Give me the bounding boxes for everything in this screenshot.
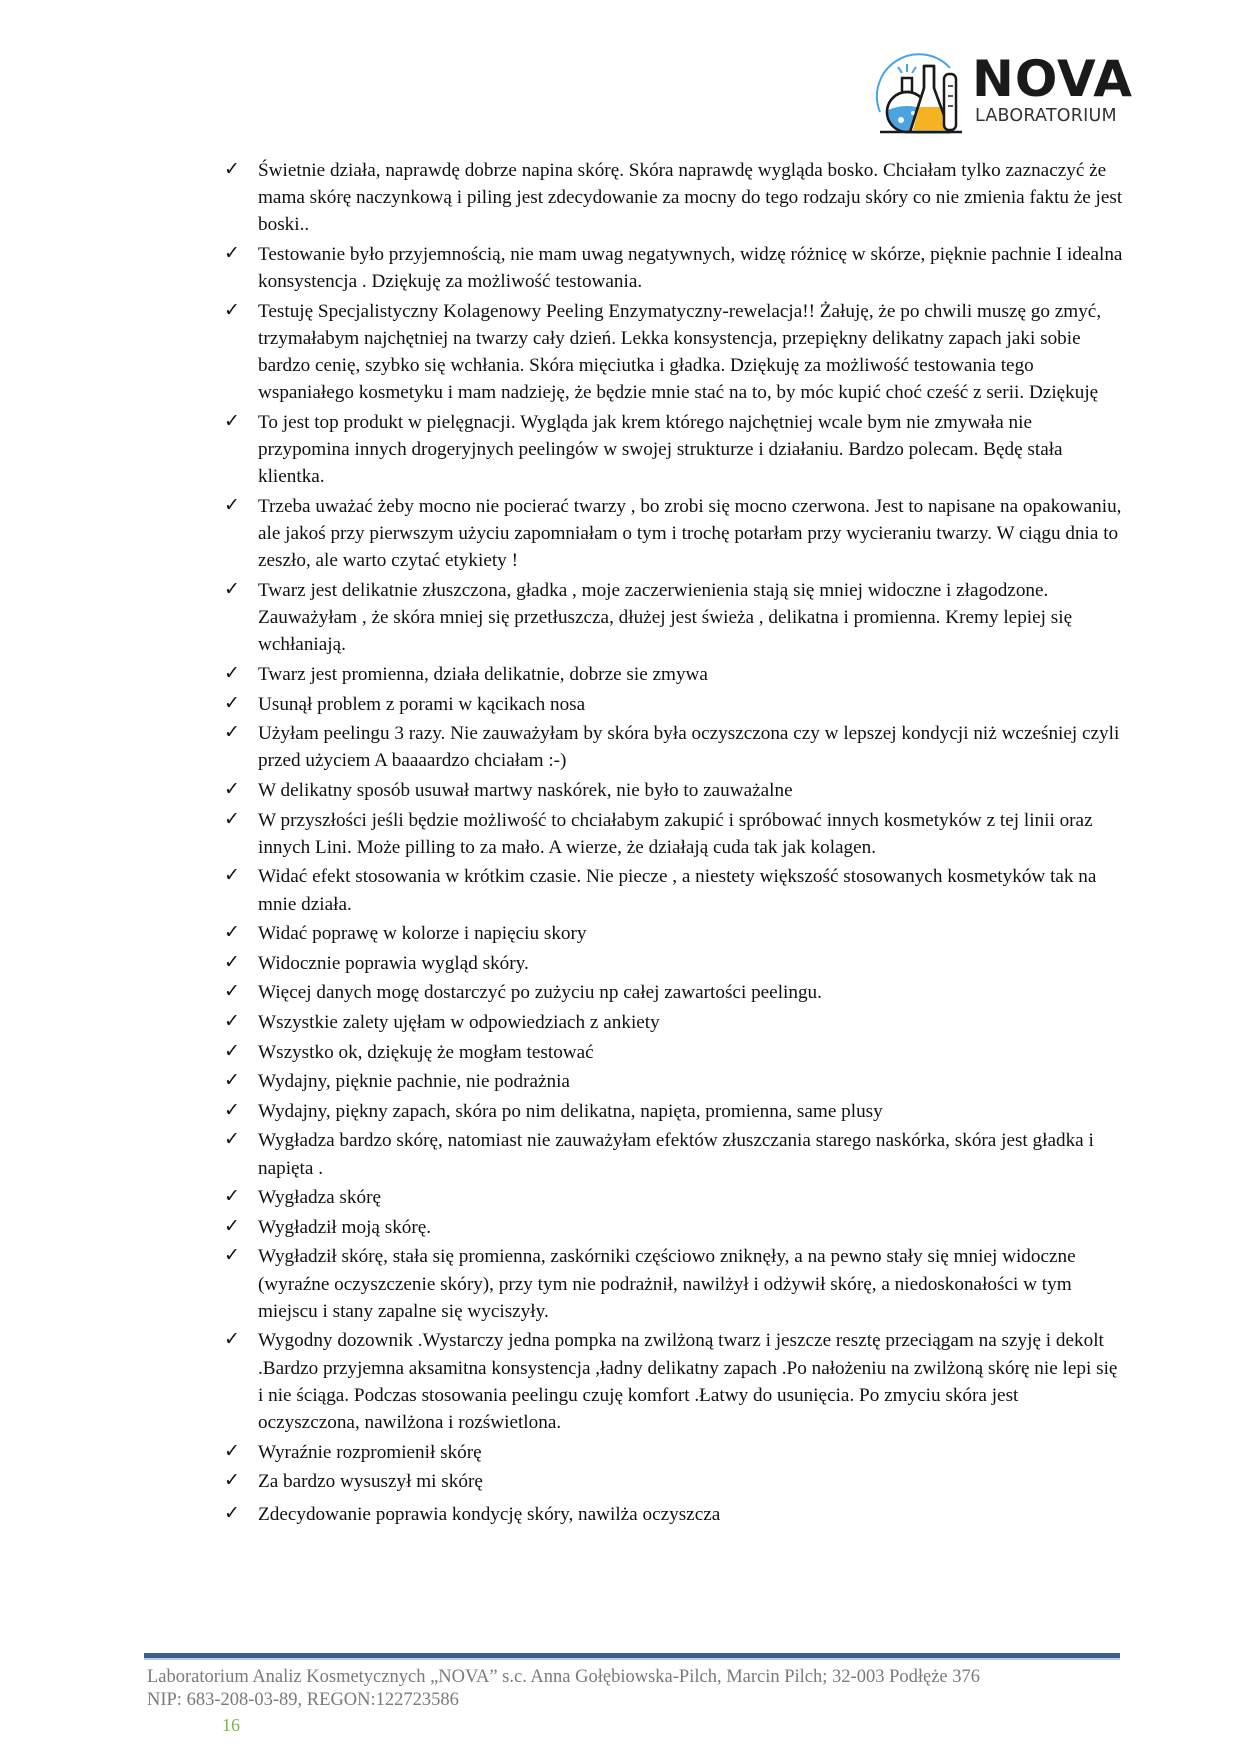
review-item bbox=[224, 157, 1124, 239]
checkmark-icon: ✓ bbox=[224, 298, 240, 321]
review-item bbox=[224, 1184, 1124, 1211]
review-text: Wygładził moją skórę. bbox=[258, 1216, 432, 1238]
checkmark-icon: ✓ bbox=[224, 807, 240, 830]
review-text: To jest top produkt w pielęgnacji. Wygląda jak krem którego najchętniej wcale bym nie zmywała nie przypomina innych drogeryjnych peelingów w swojej strukturze i działaniu. Bardzo polecam. Będę stała klientka. bbox=[258, 412, 1063, 488]
review-item bbox=[224, 691, 1124, 718]
review-item bbox=[224, 1068, 1124, 1095]
checkmark-icon: ✓ bbox=[224, 691, 240, 714]
review-item bbox=[224, 1009, 1124, 1036]
review-list-container bbox=[224, 157, 1124, 1531]
review-text: Wygładza bardzo skórę, natomiast nie zauważyłam efektów złuszczania starego naskórka, skóra jest gładka i napięta . bbox=[258, 1130, 1094, 1179]
checkmark-icon: ✓ bbox=[224, 1009, 240, 1032]
checkmark-icon: ✓ bbox=[224, 1069, 240, 1092]
review-item bbox=[224, 1098, 1124, 1125]
checkmark-icon: ✓ bbox=[224, 1185, 240, 1208]
checkmark-icon: ✓ bbox=[224, 1039, 240, 1062]
review-item bbox=[224, 777, 1124, 804]
checkmark-icon: ✓ bbox=[224, 494, 240, 516]
review-text: Wydajny, piękny zapach, skóra po nim delikatna, napięta, promienna, same plusy bbox=[258, 1100, 883, 1122]
checkmark-icon: ✓ bbox=[224, 578, 240, 600]
review-text: Twarz jest delikatnie złuszczona, gładka , moje zaczerwienienia stają się mniej widoczne i złagodzone. Zauważyłam , że skóra mniej się przetłuszcza, dłużej jest świeża , delikatna i promienna. Kremy lepiej się wchłaniają. bbox=[258, 580, 1073, 656]
review-item bbox=[224, 1039, 1124, 1066]
review-item bbox=[224, 1214, 1124, 1241]
review-text: Trzeba uważać żeby mocno nie pocierać twarzy , bo zrobi się mocno czerwona. Jest to napisane na opakowaniu, ale jakoś przy pierwszym użyciu zapomniałam o tym i trochę potarłam przy wycieraniu twarzy. W ciągu dnia to zeszło, ale warto czytać etykiety ! bbox=[258, 496, 1122, 572]
checkmark-icon: ✓ bbox=[224, 980, 240, 1003]
footer-tax-ids: NIP: 683-208-03-89, REGON:122723586 bbox=[147, 1690, 459, 1710]
checkmark-icon: ✓ bbox=[224, 777, 240, 800]
checkmark-icon: ✓ bbox=[224, 721, 240, 744]
review-item bbox=[224, 241, 1124, 295]
review-text: Więcej danych mogę dostarczyć po zużyciu np całej zawartości peelingu. bbox=[258, 982, 822, 1004]
checkmark-icon: ✓ bbox=[224, 1214, 240, 1237]
review-text: Wygodny dozownik .Wystarczy jedna pompka na zwilżoną twarz i jeszcze resztę przeciągam na szyję i dekolt .Bardzo przyjemna aksamitna konsystencja ,ładny delikatny zapach .Po nałożeniu na zwilżoną skórę nie lepi się i nie ściąga. Podczas stosowania peelingu czuję komfort .Łatwy do usunięcia. Po zmyciu skóra jest oczyszczona, nawilżona i rozświetlona. bbox=[258, 1330, 1118, 1433]
review-item bbox=[224, 920, 1124, 947]
review-item bbox=[224, 661, 1124, 688]
review-text: Wszystko ok, dziękuję że mogłam testować bbox=[258, 1041, 594, 1063]
checkmark-icon: ✓ bbox=[224, 921, 240, 944]
review-item bbox=[224, 1468, 1124, 1495]
checkmark-icon: ✓ bbox=[224, 1469, 240, 1492]
review-item bbox=[224, 1501, 1124, 1528]
review-text: Wyraźnie rozpromienił skórę bbox=[258, 1441, 482, 1463]
review-item bbox=[224, 1327, 1124, 1436]
logo-title: NOVA bbox=[972, 50, 1134, 108]
review-text: Usunął problem z porami w kącikach nosa bbox=[258, 693, 586, 715]
review-text: Zdecydowanie poprawia kondycję skóry, nawilża oczyszcza bbox=[258, 1504, 721, 1526]
nova-logo bbox=[872, 50, 1134, 140]
review-text: Widać efekt stosowania w krótkim czasie. Nie piecze , a niestety większość stosowanych kosmetyków tak na mnie działa. bbox=[258, 866, 1097, 915]
review-item bbox=[224, 298, 1124, 407]
review-text: W delikatny sposób usuwał martwy naskórek, nie było to zauważalne bbox=[258, 779, 793, 801]
checkmark-icon: ✓ bbox=[224, 158, 240, 180]
page-number: 16 bbox=[222, 1715, 240, 1735]
review-item bbox=[224, 577, 1124, 659]
review-item bbox=[224, 1127, 1124, 1181]
review-text: Widać poprawę w kolorze i napięciu skory bbox=[258, 923, 587, 945]
review-text: Twarz jest promienna, działa delikatnie, dobrze sie zmywa bbox=[258, 664, 708, 685]
review-item bbox=[224, 409, 1124, 491]
checkmark-icon: ✓ bbox=[224, 1502, 240, 1525]
review-item bbox=[224, 807, 1124, 861]
logo-subtitle: LABORATORIUM bbox=[975, 106, 1117, 126]
review-item bbox=[224, 720, 1124, 774]
checkmark-icon: ✓ bbox=[224, 662, 240, 684]
review-item bbox=[224, 950, 1124, 977]
review-text: Użyłam peelingu 3 razy. Nie zauważyłam by skóra była oczyszczona czy w lepszej kondycji niż wcześniej czyli przed użyciem A baaaardzo chciałam :-) bbox=[258, 723, 1120, 772]
checkmark-icon: ✓ bbox=[224, 1328, 240, 1351]
checkmark-icon: ✓ bbox=[224, 1439, 240, 1462]
review-text: Świetnie działa, naprawdę dobrze napina skórę. Skóra naprawdę wygląda bosko. Chciałam tylko zaznaczyć że mama skórę naczynkową i piling jest zdecydowanie za mocny do tego rodzaju skóry co nie zmienia faktu że jest boski.. bbox=[258, 160, 1123, 236]
review-text: Wygładził skórę, stała się promienna, zaskórniki częściowo zniknęły, a na pewno stały się mniej widoczne (wyraźne oczyszczenie skóry), przy tym nie podrażnił, nawilżył i odżywił skórę, a niedoskonałości w tym miejscu i stany zapalne się wyciszyły. bbox=[258, 1246, 1076, 1322]
review-text: Wydajny, pięknie pachnie, nie podrażnia bbox=[258, 1071, 570, 1093]
checkmark-icon: ✓ bbox=[224, 1128, 240, 1151]
review-list bbox=[224, 157, 1124, 1529]
review-text: Testowanie było przyjemnością, nie mam uwag negatywnych, widzę różnicę w skórze, pięknie pachnie I idealna konsystencja . Dziękuję za możliwość testowania. bbox=[258, 244, 1123, 293]
checkmark-icon: ✓ bbox=[224, 242, 240, 264]
checkmark-icon: ✓ bbox=[224, 410, 240, 432]
footer-company-info bbox=[147, 1666, 980, 1712]
review-item bbox=[224, 979, 1124, 1006]
review-text: Wszystkie zalety ujęłam w odpowiedziach z ankiety bbox=[258, 1011, 660, 1033]
review-text: Wygładza skórę bbox=[258, 1187, 381, 1209]
checkmark-icon: ✓ bbox=[224, 950, 240, 973]
footer-address: Laboratorium Analiz Kosmetycznych „NOVA” s.c. Anna Gołębiowska-Pilch, Marcin Pilch; 32-003 Podłęże 376 bbox=[147, 1667, 981, 1687]
checkmark-icon: ✓ bbox=[224, 1098, 240, 1121]
review-text: Testuję Specjalistyczny Kolagenowy Peeling Enzymatyczny-rewelacja!! Żałuję, że po chwili muszę go zmyć, trzymałabym najchętniej na twarzy cały dzień. Lekka konsystencja, przepiękny delikatny zapach jaki sobie bardzo cenię, szybko się wchłania. Skóra mięciutka i gładka. Dziękuję za możliwość testowania tego wspaniałego kosmetyku i mam nadzieję, że będzie mnie stać na to, by móc kupić choć cześć z serii. Dziękuję bbox=[258, 300, 1102, 404]
review-item bbox=[224, 493, 1124, 575]
checkmark-icon: ✓ bbox=[224, 1244, 240, 1267]
lab-flasks-icon bbox=[872, 52, 972, 140]
review-item bbox=[224, 1243, 1124, 1325]
review-item bbox=[224, 863, 1124, 917]
checkmark-icon: ✓ bbox=[224, 864, 240, 887]
review-text: Widocznie poprawia wygląd skóry. bbox=[258, 952, 529, 974]
review-text: W przyszłości jeśli będzie możliwość to chciałabym zakupić i spróbować innych kosmetyków z tej linii oraz innych Lini. Może pilling to za mało. A wierze, że działają cuda tak jak kolagen. bbox=[258, 809, 1093, 858]
footer-divider-accent bbox=[144, 1658, 1120, 1660]
review-item bbox=[224, 1439, 1124, 1466]
review-text: Za bardzo wysuszył mi skórę bbox=[258, 1471, 483, 1493]
